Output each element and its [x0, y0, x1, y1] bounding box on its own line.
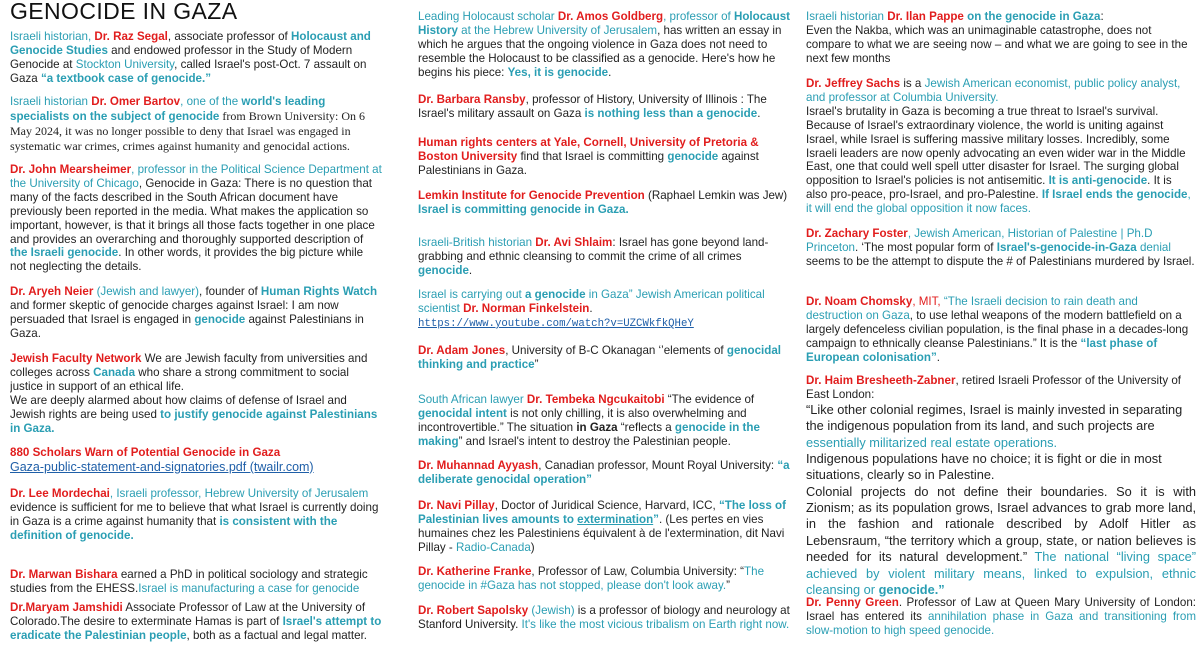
goldberg-statement: , has written an essay in which he argues that the ongoing violence in Gaza does not need to resemble the Holocaust to be classified as a genocide. Here's how he begins his piece:: [418, 23, 782, 79]
jfn-name: Jewish Faculty Network: [10, 352, 142, 365]
pillay-paren: ): [530, 540, 535, 554]
jamshidi-name: Dr.Maryam Jamshidi: [10, 601, 123, 614]
green-name: Dr. Penny Green: [806, 596, 899, 609]
bresheeth-highlight-1: essentially militarized real estate operations.: [806, 434, 1058, 450]
neier-descriptor: (Jewish and lawyer): [93, 285, 200, 298]
ransby-statement: , professor of History, University of Illinois : The Israel's military assault on Gaza: [418, 93, 767, 120]
franke-quote-close: ”: [726, 578, 731, 592]
bresheeth-name: Dr. Haim Bresheeth-Zabner: [806, 374, 956, 387]
sapolsky-name: Dr. Robert Sapolsky: [418, 604, 529, 617]
ngcukaitobi-highlight-1: genocidal intent: [418, 406, 507, 420]
finkelstein-period: .: [589, 301, 593, 315]
segal-text-3: , called Israel's post-Oct. 7 assault on Gaza: [10, 57, 367, 85]
sachs-name: Dr. Jeffrey Sachs: [806, 77, 901, 90]
pillay-name: Dr. Navi Pillay: [418, 499, 495, 512]
ayyash-statement: , Canadian professor, Mount Royal University:: [538, 459, 778, 472]
foster-title: , Jewish American, Historian of Palestine | Ph.D Princeton: [806, 227, 1153, 254]
ayyash-name: Dr. Muhannad Ayyash: [418, 459, 539, 472]
neier-org: Human Rights Watch: [260, 285, 378, 298]
bartov-intro: Israeli historian: [10, 95, 92, 108]
franke-name: Dr. Katherine Franke: [418, 565, 532, 578]
bresheeth-highlight-2: The national “living space” achieved by violent military means, linked to expulsion, ethnic cleansing or: [806, 549, 1196, 597]
goldberg-university: at the Hebrew University of Jerusalem: [457, 23, 658, 37]
finkelstein-text: in Gaza” Jewish American political scientist: [418, 288, 765, 315]
ngcukaitobi-text-2: is not only chilling, it is also overwhelming and incontrovertible.” The situation: [418, 406, 747, 434]
bartov-name: Dr. Omer Bartov: [91, 95, 181, 108]
quote-robert-sapolsky: [418, 604, 793, 632]
shlaim-period: .: [468, 263, 473, 277]
bishara-highlight: Israel is manufacturing a case for genocide: [138, 581, 360, 595]
mearsheimer-statement-2: . In other words, it provides the big picture while not neglecting the details.: [10, 246, 364, 274]
goldberg-period: .: [608, 65, 612, 79]
lemkin-name: Lemkin Institute for Genocide Prevention: [418, 189, 645, 202]
bishara-text: earned a PhD in political sociology and strategic studies from the EHESS.: [10, 568, 368, 595]
pappe-statement: Even the Nakba, which was an unimaginable catastrophe, does not compare to what we are seeing now – and what we are going to see in the next few months: [806, 23, 1188, 65]
green-statement: . Professor of Law at Queen Mary University of London: Israel has entered its: [806, 596, 1196, 623]
quote-omer-bartov: [10, 95, 382, 154]
centers-statement: find that Israel is committing: [517, 149, 668, 163]
mearsheimer-statement: , Genocide in Gaza: There is no question that many of the facts described in the South African document have previously been reported in the media. What makes the application so important, however, is that it brings all those facts together in one place and provides an overarching and thoroughly supported description of: [10, 176, 375, 246]
jfn-highlight: to justify genocide against Palestinians in Gaza.: [10, 407, 378, 435]
lemkin-note: (Raphael Lemkin was Jew): [644, 189, 788, 202]
ngcukaitobi-in-gaza: in Gaza: [576, 420, 618, 434]
neier-highlight: genocide: [194, 312, 246, 326]
sachs-highlight-2: If Israel ends the genocide: [1041, 188, 1188, 202]
pappe-name: Dr. Ilan Pappe: [887, 10, 964, 23]
jamshidi-highlight: Israel's attempt to eradicate the Palestinian people: [10, 614, 382, 642]
ngcukaitobi-text: “The evidence of: [664, 393, 755, 406]
sapolsky-title: is a professor of biology and neurology at Stanford University.: [418, 604, 790, 631]
quote-raz-segal: [10, 30, 382, 86]
quote-ilan-pappe: [806, 10, 1196, 66]
pillay-source: Radio-Canada: [456, 540, 531, 554]
segal-university: Stockton University: [75, 57, 175, 71]
scholars-statement: [10, 446, 382, 475]
sachs-title: Jewish American economist, public policy analyst, and professor at Columbia University.: [806, 77, 1181, 104]
column-right: [806, 0, 1196, 647]
mearsheimer-highlight: the Israeli genocide: [10, 246, 119, 260]
quote-avi-shlaim: [418, 236, 793, 278]
ngcukaitobi-intro: South African lawyer: [418, 393, 527, 406]
bishara-name: Dr. Marwan Bishara: [10, 568, 118, 581]
quote-jeffrey-sachs: [806, 77, 1196, 216]
foster-name: Dr. Zachary Foster: [806, 227, 908, 240]
centers-highlight: genocide: [667, 149, 719, 163]
quote-norman-finkelstein: [418, 288, 793, 331]
shlaim-intro: Israeli-British historian: [418, 236, 536, 249]
jamshidi-text: Associate Professor of Law at the University of Colorado.The desire to exterminate Hamas is part of: [10, 601, 366, 628]
jfn-country: Canada: [93, 365, 136, 379]
mearsheimer-title: , professor in the Political Science Department at the University of Chicago: [10, 163, 382, 190]
sapolsky-descriptor: (Jewish): [528, 604, 575, 617]
bresheeth-statement-3: Colonial projects do not define their boundaries. So it is with Zionism; as its population grows, Israel advances to grab more land, in the fashion and rationale described by Adolf Hitler as Lebensraum, “the territory which a group, state, or nation believes is needed for its natural development.”: [806, 483, 1196, 565]
ransby-name: Dr. Barbara Ransby: [418, 93, 526, 106]
quote-barbara-ransby: [418, 93, 793, 121]
sachs-statement-2: . It is also pro-peace, pro-Israel, and pro-Palestine.: [806, 174, 1172, 202]
mordechai-name: Dr. Lee Mordechai: [10, 487, 110, 500]
finkelstein-intro: Israel is carrying out: [418, 288, 525, 301]
lemkin-highlight: Israel is committing genocide in Gaza.: [418, 202, 629, 216]
segal-name: Dr. Raz Segal: [94, 30, 168, 43]
pillay-highlight: “The loss of Palestinian lives amounts to: [418, 499, 786, 526]
foster-text: . ‘The most popular form of: [854, 240, 997, 254]
pappe-highlight: on the genocide in Gaza: [963, 10, 1101, 23]
jamshidi-text-2: , both as a factual and legal matter.: [186, 628, 368, 642]
neier-name: Dr. Aryeh Neier: [10, 285, 94, 298]
mordechai-highlight: is consistent with the definition of genocide.: [10, 514, 338, 542]
quote-aryeh-neier: [10, 285, 382, 341]
mordechai-statement: evidence is sufficient for me to believe that what Israel is currently doing in Gaza is a crime against humanity that: [10, 500, 379, 528]
pillay-extermination: extermination: [577, 512, 654, 526]
foster-statement: seems to be the attempt to dispute the # of Palestinians murdered by Israel.: [806, 254, 1195, 268]
chomsky-period: .: [936, 350, 940, 364]
sachs-statement: Israel's brutality in Gaza is becoming a true threat to Israel's survival. Because of Israel's extraordinary violence, the world is uniting against Israel, while Israel is suffering massive military losses. Incredibly, some Israeli leaders are now openly advocating an even wider war in the Middle East, one that could well spell utter disaster for Israel. The surging global opposition to Israel's policies is not antisemitic.: [806, 104, 1186, 188]
quote-amos-goldberg: [418, 10, 793, 80]
column-middle: [418, 0, 793, 647]
mearsheimer-name: Dr. John Mearsheimer: [10, 163, 132, 176]
segal-text: , associate professor of: [167, 30, 291, 43]
ransby-highlight: is nothing less than a genocide: [584, 106, 758, 120]
scholars-heading: 880 Scholars Warn of Potential Genocide in Gaza: [10, 446, 281, 459]
green-highlight: annihilation phase in Gaza and transitioning from slow-motion to high speed genocide.: [806, 609, 1196, 637]
quote-maryam-jamshidi: [10, 601, 382, 643]
quote-penny-green: [806, 596, 1196, 638]
quote-tembeka-ngcukaitobi: [418, 393, 793, 449]
bartov-statement: from Brown University: On 6 May 2024, it was no longer possible to deny that Israel was engaged in systematic war crimes, crimes against humanity and genocidal actions.: [10, 108, 366, 153]
sachs-text: is a: [900, 77, 925, 90]
finkelstein-youtube-link[interactable]: https://www.youtube.com/watch?v=UZCWkfkQHeY: [418, 317, 694, 330]
goldberg-text: , professor of: [663, 10, 734, 23]
chomsky-highlight-1: “The Israeli decision to rain death and destruction on Gaza: [806, 295, 1138, 322]
bresheeth-statement: “Like other colonial regimes, Israel is mainly invested in separating the indigenous population from its land, and such projects are: [806, 401, 1183, 434]
foster-highlight: Israel's-genocide-in-Gaza: [996, 240, 1137, 254]
pillay-title: , Doctor of Juridical Science, Harvard, ICC,: [494, 499, 719, 512]
pappe-intro: Israeli historian: [806, 10, 888, 23]
bartov-highlight: world's leading specialists on the subject of genocide: [10, 95, 326, 123]
mordechai-title: , Israeli professor, Hebrew University of Jerusalem: [109, 487, 369, 500]
sachs-highlight-1: It is anti-genocide: [1048, 174, 1148, 188]
ayyash-highlight: “a deliberate genocidal operation”: [418, 459, 790, 486]
franke-title: , Professor of Law, Columbia University: “: [531, 565, 745, 578]
ngcukaitobi-text-4: ” and Israel's intent to destroy the Palestinian people.: [458, 434, 731, 448]
jfn-text: We are Jewish faculty from universities and colleges across: [10, 352, 368, 379]
chomsky-highlight-2: “last phase of European colonisation”: [806, 336, 1158, 364]
ransby-period: .: [757, 106, 761, 120]
finkelstein-highlight: a genocide: [524, 288, 586, 301]
quote-zachary-foster: [806, 227, 1196, 269]
foster-denial: denial: [1136, 240, 1171, 254]
segal-quote: “a textbook case of genocide.”: [40, 71, 212, 85]
page-title: GENOCIDE IN GAZA: [10, 0, 238, 24]
neier-statement-2: against Palestinians in Gaza.: [10, 312, 364, 340]
quote-muhannad-ayyash: [418, 459, 793, 487]
column-left: [10, 0, 382, 647]
goldberg-name: Dr. Amos Goldberg: [557, 10, 664, 23]
bresheeth-title: , retired Israeli Professor of the University of East London:: [806, 374, 1182, 401]
sachs-highlight-3: , it will end the global opposition it now faces.: [806, 188, 1191, 216]
jones-name: Dr. Adam Jones: [418, 344, 506, 357]
chomsky-statement: , to use lethal weapons of the modern battlefield on a largely defenceless civilian population, is the final phase in a decades-long campaign to ethnically cleanse Palestinians.” It is the: [806, 308, 1189, 350]
quote-noam-chomsky: [806, 295, 1196, 365]
chomsky-mit: , MIT,: [912, 295, 944, 308]
scholars-pdf-link[interactable]: Gaza-public-statement-and-signatories.pdf (twailr.com): [10, 459, 314, 474]
quote-katherine-franke: [418, 565, 793, 593]
quote-lee-mordechai: [10, 487, 382, 543]
neier-statement: and former skeptic of genocide charges against Israel: I am now persuaded that Israel is engaged in: [10, 298, 339, 326]
jones-highlight: genocidal thinking and practice: [418, 344, 781, 371]
segal-intro: Israeli historian,: [10, 30, 95, 43]
neier-text: , founder of: [199, 285, 261, 298]
quote-jewish-faculty-network: [10, 352, 382, 435]
centers-statement-2: against Palestinians in Gaza.: [418, 149, 759, 177]
centers-name: Human rights centers at Yale, Cornell, University of Pretoria & Boston University: [418, 136, 759, 163]
finkelstein-name: Dr. Norman Finkelstein: [463, 301, 590, 315]
bresheeth-highlight-3: genocide.”: [878, 581, 945, 597]
franke-highlight: The genocide in #Gaza has not stopped, please don't look away.: [418, 565, 765, 592]
quote-adam-jones: [418, 344, 793, 372]
goldberg-highlight: Yes, it is genocide: [507, 65, 609, 79]
quote-john-mearsheimer: [10, 163, 382, 274]
quote-navi-pillay: [418, 499, 793, 555]
quote-haim-bresheeth-zabner: [806, 374, 1196, 598]
sapolsky-highlight: It's like the most vicious tribalism on Earth right now.: [521, 617, 790, 631]
chomsky-name: Dr. Noam Chomsky: [806, 295, 913, 308]
goldberg-intro: Leading Holocaust scholar: [418, 10, 558, 23]
ngcukaitobi-text-3: “reflects a: [617, 420, 675, 434]
shlaim-highlight: genocide: [418, 263, 469, 277]
jfn-text-3: We are deeply alarmed about how claims of defense of Israel and Jewish rights are being used: [10, 393, 347, 421]
ngcukaitobi-highlight-2: genocide in the making: [418, 420, 760, 448]
goldberg-dept: Holocaust History: [418, 10, 791, 37]
shlaim-name: Dr. Avi Shlaim: [535, 236, 613, 249]
pappe-colon: :: [1100, 10, 1104, 23]
shlaim-statement: : Israel has gone beyond land-grabbing and ethnic cleansing to commit the crime of all crimes: [418, 236, 769, 263]
jfn-text-2: who share a strong commitment to social justice in support of an ethical life.: [10, 365, 349, 393]
quote-lemkin-institute: [418, 189, 793, 217]
pillay-french: . (Les pertes en vies humaines chez les Palestiniens équivalent à de l'extermination, dit Navi Pillay -: [418, 512, 785, 554]
jones-quote-close: ”: [534, 357, 539, 371]
bartov-text: , one of the: [180, 95, 242, 108]
bresheeth-statement-2: Indigenous populations have no choice; it is fight or die in most situations, clearly so in Palestine.: [806, 450, 1162, 483]
quote-human-rights-centers: [418, 136, 793, 178]
ngcukaitobi-name: Dr. Tembeka Ngcukaitobi: [526, 393, 665, 406]
segal-dept: Holocaust and Genocide Studies: [10, 30, 371, 57]
quote-marwan-bishara: [10, 568, 382, 596]
segal-text-2: and endowed professor in the Study of Modern Genocide at: [10, 43, 353, 71]
jones-statement: , University of B-C Okanagan ‘’elements of: [505, 344, 727, 357]
pillay-quote-close: ”: [653, 512, 659, 526]
